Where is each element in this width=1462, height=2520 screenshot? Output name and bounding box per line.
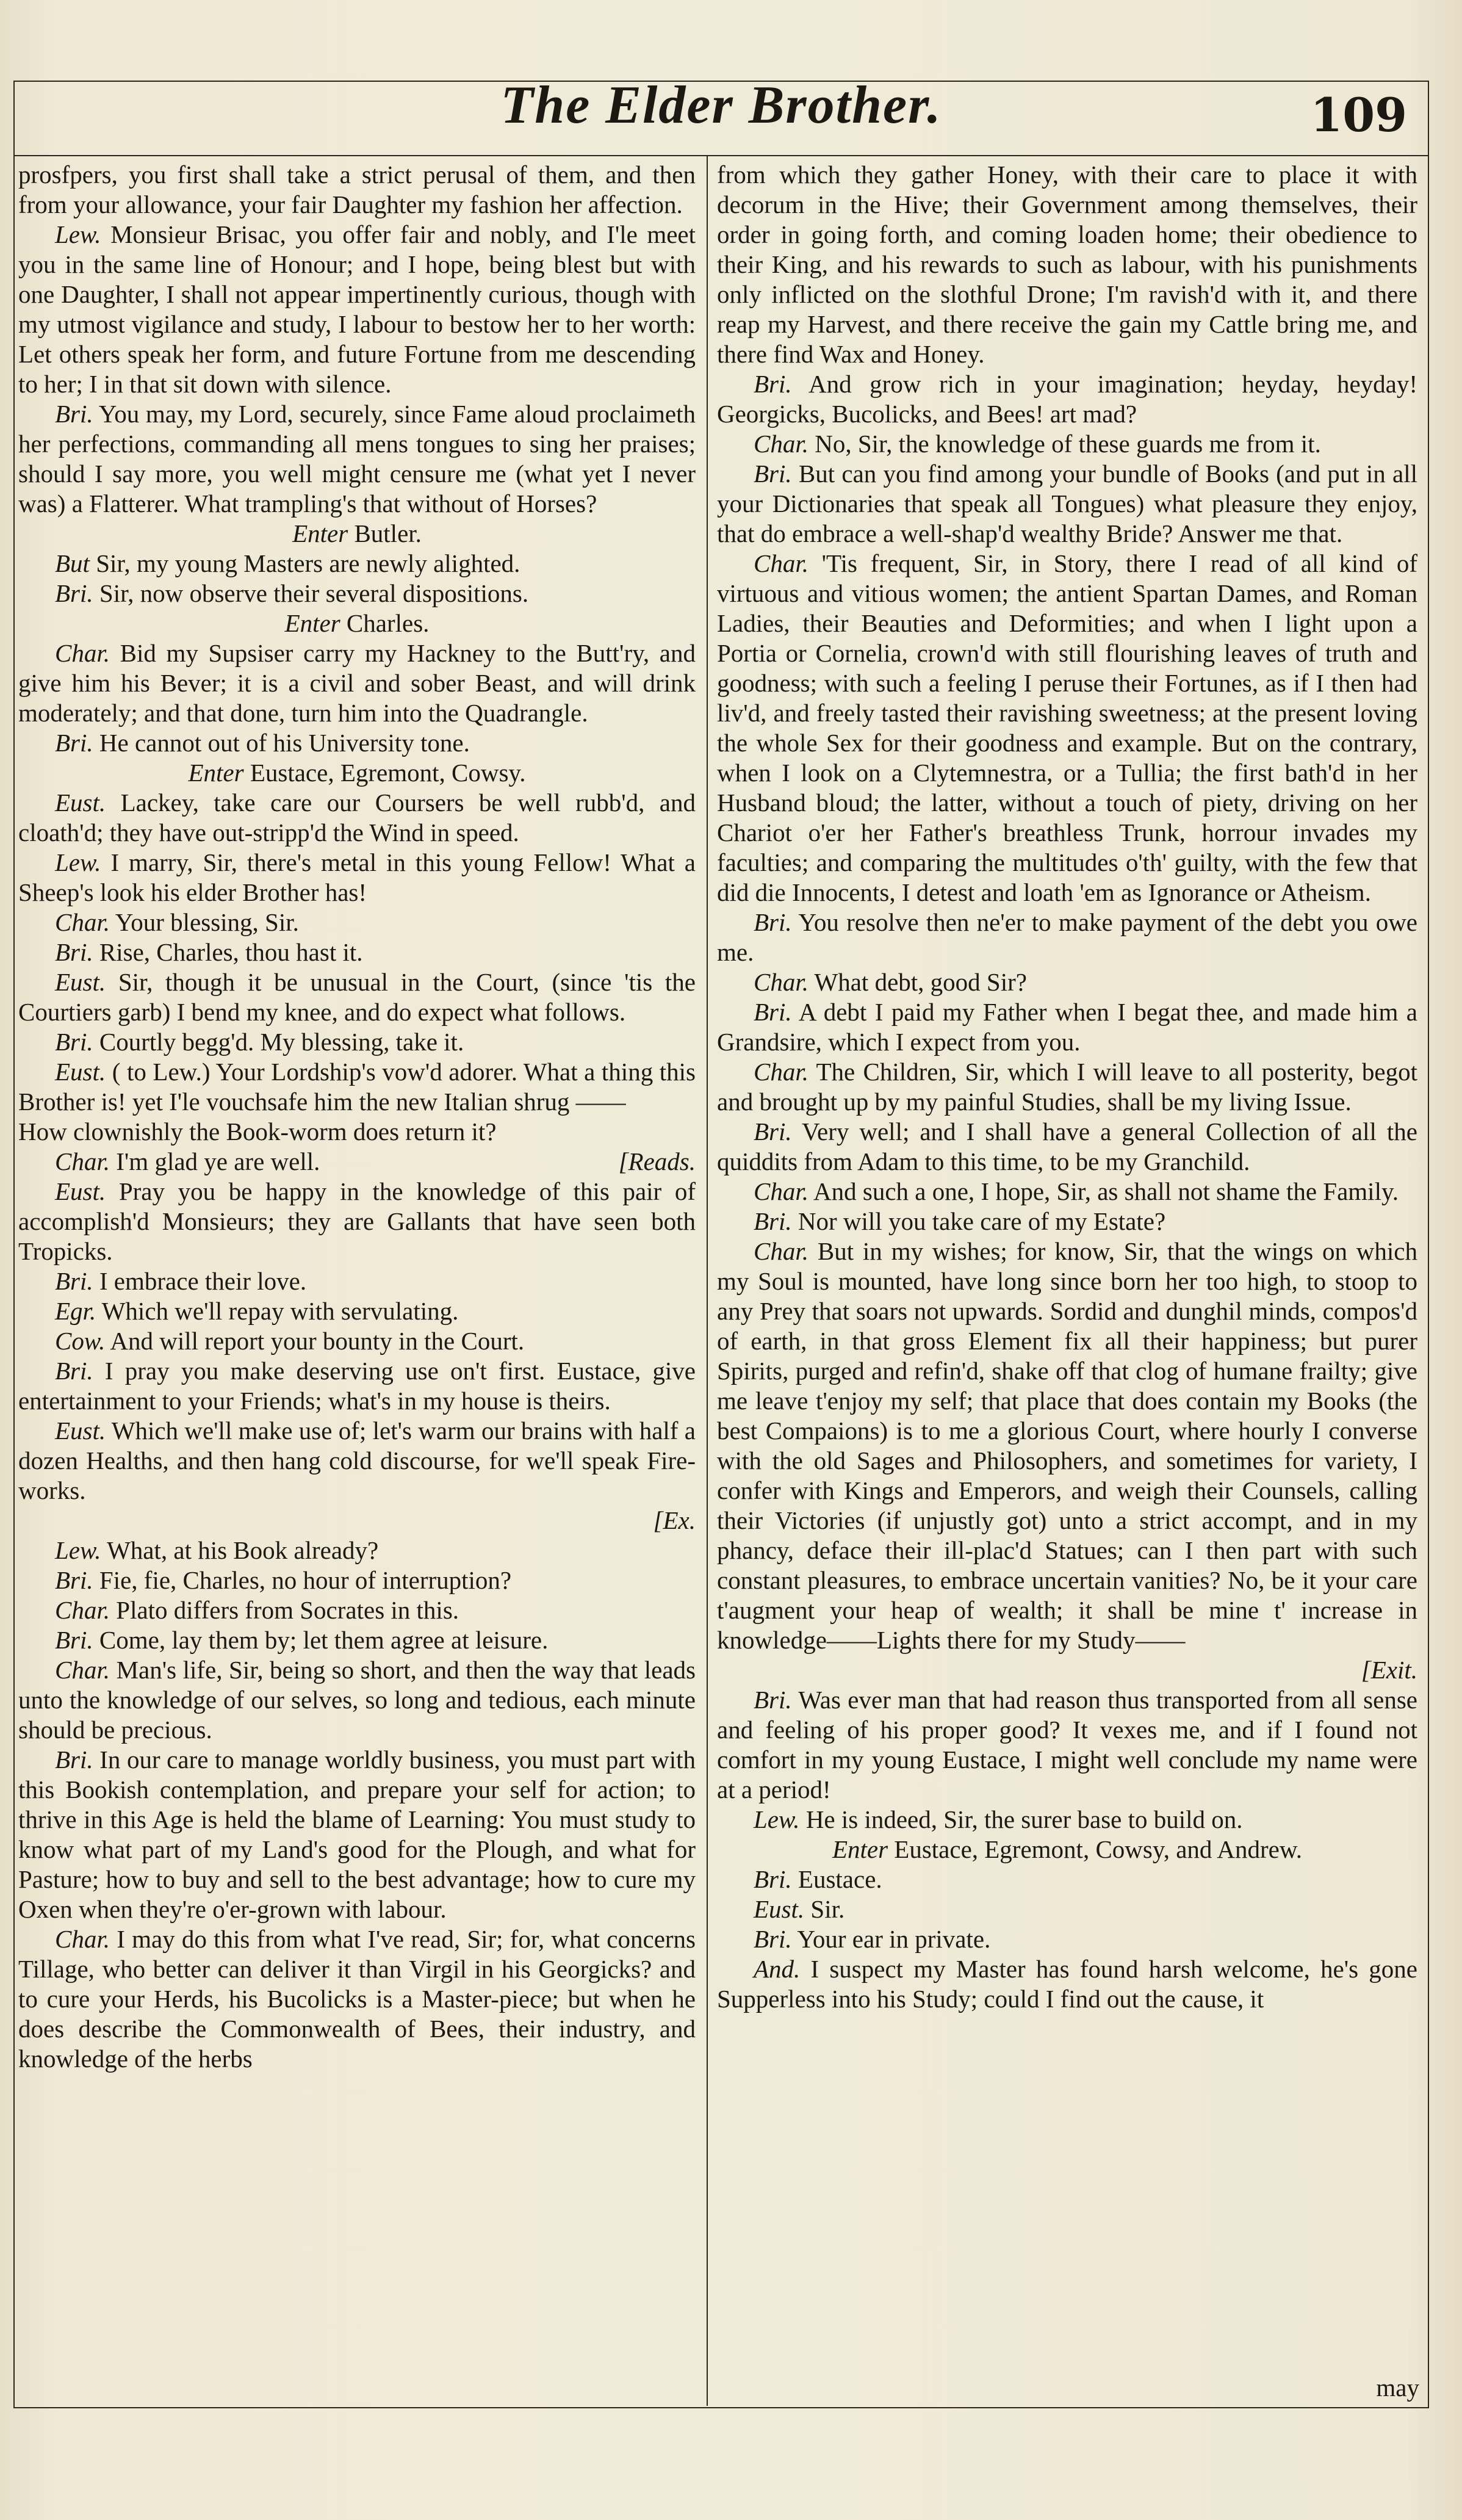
speech-text: I pray you make deserving use on't first. Eustace, give entertainment to your Friends; what's in my house is theirs. [18,1357,696,1415]
stage-direction-verb: Enter [292,519,348,547]
speech-text [18,1147,320,1177]
speaker-label: Bri. [754,460,792,488]
speech-text: Lackey, take care our Coursers be well rubb'd, and cloath'd; they have out-stripp'd the Wind in speed. [18,789,696,847]
speaker-label: Cow. [55,1327,106,1355]
speech [18,908,696,937]
speech [18,1326,696,1356]
speech-text: Come, lay them by; let them agree at leisure. [99,1626,549,1654]
speaker-label: Egr. [55,1297,96,1325]
speech-text: I marry, Sir, there's metal in this young Fellow! What a Sheep's look his elder Brother has! [18,848,696,906]
speech-text: Bid my Supsiser carry my Hackney to the Butt'ry, and give him his Bever; it is a civil and sober Beast, and will drink moderately; and that done, turn him into the Quadrangle. [18,639,696,727]
speech [717,1117,1417,1177]
speech-text: Eustace. [798,1865,882,1893]
speaker-label: Bri. [55,1028,93,1056]
stage-direction [18,758,696,788]
speech [717,1177,1417,1207]
speech-with-direction [18,1147,696,1177]
page-number: 109 [1310,88,1407,142]
speaker-label: Bri. [55,938,93,966]
speech-text: No, Sir, the knowledge of these guards me from it. [815,430,1321,458]
speaker-label: Bri. [55,1357,93,1385]
column-divider [707,156,708,2406]
speaker-label: Bri. [754,1865,792,1893]
stage-direction-verb: Enter [284,609,340,637]
speech-text: Plato differs from Socrates in this. [116,1596,459,1624]
speech-text: 'Tis frequent, Sir, in Story, there I read of all kind of virtuous and vitious women; the antient Spartan Dames, and Roman Ladies, their Beauties and Deformities; and when I light upon a Portia or Cornelia, crown'd with still flourishing leaves of truth and goodness; with such a feeling I peruse their Fortunes, as if I then had liv'd, and freely tasted their ravishing sweetness; at the present loving the whole Sex for their goodness and example. But on the contrary, when I look on a Clytemnestra, or a Tullia; the first bath'd in her Husband bloud; the latter, without a touch of piety, driving on her Chariot o'er her Father's breathless Trunk, horrour invades my faculties; and comparing the multitudes o'th' guilty, with the few that did die Innocents, I detest and loath 'em as Ignorance or Atheism. [717,549,1417,906]
speaker-label: And. [754,1955,801,1983]
speaker-label: Char. [55,1147,110,1175]
stage-direction-characters: Eustace, Egremont, Cowsy, and Andrew. [888,1835,1303,1863]
speaker-label: But [55,549,90,577]
speaker-label: Lew. [55,1536,101,1564]
speech-text: A debt I paid my Father when I begat thee, and made him a Grandsire, which I expect from you. [717,998,1417,1056]
speech [717,1865,1417,1894]
speaker-label: Eust. [55,1417,106,1445]
speech-text: The Children, Sir, which I will leave to all posterity, begot and brought up by my painful Studies, shall be my living Issue. [717,1058,1417,1116]
speaker-label: Eust. [55,968,106,996]
speaker-label: Char. [754,1177,809,1205]
speech-text: Sir. [810,1895,845,1923]
speech-text: Pray you be happy in the knowledge of this pair of accomplish'd Monsieurs; they are Gallants that have seen both Tropicks. [18,1177,696,1265]
speaker-label: Eust. [55,789,106,817]
header-rule [13,155,1428,156]
right-column [717,160,1417,2394]
exit-direction: [Reads. [618,1147,696,1175]
speech [18,1655,696,1745]
speech-text: Monsieur Brisac, you offer fair and nobly, and I'le meet you in the same line of Honour; and I hope, being blest but with one Daughter, I shall not appear impertinently curious, though with my utmost vigilance and study, I labour to bestow her to her worth: Let others speak her form, and future Fortune from me descending to her; I in that sit down with silence. [18,220,696,398]
speech-text: Sir, now observe their several dispositions. [99,579,529,607]
left-column [18,160,696,2394]
exit-direction: [Exit. [1361,1656,1417,1684]
speaker-label: Lew. [55,220,101,248]
speech-text: Nor will you take care of my Estate? [798,1207,1166,1235]
speaker-label: Bri. [754,1686,792,1714]
speaker-label: Bri. [55,579,93,607]
stage-direction-characters: Eustace, Egremont, Cowsy. [243,759,526,787]
speech-text: Sir, my young Masters are newly alighted. [96,549,520,577]
speech [717,369,1417,429]
speaker-label: Char. [754,1237,809,1265]
speech-text: What, at his Book already? [107,1536,379,1564]
speech-text: Your blessing, Sir. [115,908,299,936]
speech [717,1207,1417,1237]
speech [18,1924,696,2074]
speaker-label: Lew. [754,1805,800,1833]
speech [717,429,1417,459]
speech [18,1027,696,1057]
speech-text: And will report your bounty in the Court. [110,1327,525,1355]
speech-text: prosfpers, you first shall take a strict perusal of them, and then from your allowance, your fair Daughter my fashion her affection. [18,161,696,218]
speech-text: Man's life, Sir, being so short, and then the way that leads unto the knowledge of our selves, so long and tedious, each minute should be precious. [18,1656,696,1744]
speech-text: I suspect my Master has found harsh welcome, he's gone Supperless into his Study; could I find out the cause, it [717,1955,1417,2013]
speaker-label: Bri. [754,1117,792,1146]
speech [18,1595,696,1625]
speaker-label: Char. [754,1058,809,1086]
speaker-label: Char. [754,430,809,458]
stage-direction-characters: Charles. [340,609,430,637]
speaker-label: Bri. [55,1267,93,1295]
speech [18,160,696,220]
speaker-label: Bri. [55,1746,93,1774]
speech-text: But in my wishes; for know, Sir, that the wings on which my Soul is mounted, have long since born her too high, to stoop to any Prey that soars not upwards. Sordid and dunghil minds, compos'd of earth, in that gross Element fix all their happiness; but purer Spirits, purged and refin'd, shake off that clog of humane frailty; give me leave t'enjoy my self; that place that does contain my Books (the best Compaions) is to me a glorious Court, where hourly I converse with the old Sages and Philosophers, and sometimes for variety, I confer with Kings and Emperors, and weigh their Counsels, calling their Victories (if unjustly got) unto a strict accompt, and in my phancy, deface their ill-plac'd Statues; can I then part with such constant pleasures, to embrace uncertain vanities? No, be it your care t'augment your heap of wealth; it shall be mine t' increase in knowledge——Lights there for my Study—— [717,1237,1417,1654]
speech-text: Fie, fie, Charles, no hour of interruption? [99,1566,512,1594]
speaker-label: Bri. [55,1566,93,1594]
speech-text: Was ever man that had reason thus transported from all sense and feeling of his proper good? It vexes me, and if I found not comfort in my young Eustace, I might well conclude my name were at a period! [717,1686,1417,1803]
speech [717,1057,1417,1117]
speech [717,967,1417,997]
speaker-label: Bri. [754,1207,792,1235]
speech-text: Rise, Charles, thou hast it. [99,938,363,966]
speech-text: What debt, good Sir? [814,968,1027,996]
speaker-label: Bri. [55,400,93,428]
speaker-label: Bri. [754,370,792,398]
speech [18,967,696,1027]
speech [18,1625,696,1655]
speech-text: I embrace their love. [99,1267,307,1295]
speech [18,579,696,608]
speech [717,1924,1417,1954]
speech [18,399,696,519]
speech [18,1356,696,1416]
speech [717,1954,1417,2014]
speaker-label: Bri. [55,729,93,757]
speech [18,848,696,908]
speech [18,1266,696,1296]
text-line: from which they gather Honey, with their care to place it with decorum in the Hive; their Government among themselves, their order in going forth, and coming loaden home; their obedience to their King, and his rewards to such as labour, with his punishments only inflicted on the slothful Drone; I'm ravish'd with it, and there reap my Harvest, and there receive the gain my Cattle bring me, and there find Wax and Honey. [717,161,1417,368]
stage-direction-characters: Butler. [348,519,422,547]
speaker-label: Eust. [754,1895,805,1923]
speech [18,220,696,399]
text-line: How clownishly the Book-worm does return it? [18,1117,497,1146]
speech [18,1565,696,1595]
speaker-label: Lew. [55,848,101,876]
speech [717,997,1417,1057]
speaker-label: Char. [754,968,809,996]
speech-with-direction [18,1506,696,1536]
speech-text: Which we'll repay with servulating. [101,1297,459,1325]
speech-text: Very well; and I shall have a general Collection of all the quiddits from Adam to this time, to be my Granchild. [717,1117,1417,1175]
speech [18,638,696,728]
page-header [13,72,1429,155]
speech [18,549,696,579]
speech-text: And such a one, I hope, Sir, as shall not shame the Family. [813,1177,1399,1205]
speech-line: I'm glad ye are well. [110,1147,320,1175]
speaker-label: Bri. [754,998,792,1026]
speaker-label: Char. [754,549,809,577]
stage-direction [717,1835,1417,1865]
speech [717,549,1417,908]
speech [717,908,1417,967]
speech [18,1057,696,1117]
speaker-label: Char. [55,1656,110,1684]
exit-direction: [Ex. [653,1506,696,1534]
speech [717,1685,1417,1805]
speaker-label: Bri. [754,1925,792,1953]
speech [18,1745,696,1924]
catchword: may [1376,2374,1419,2402]
stage-direction [18,519,696,549]
speaker-label: Eust. [55,1058,106,1086]
speech [18,788,696,848]
speech-text: You resolve then ne'er to make payment of the debt you owe me. [717,908,1417,966]
speech [18,937,696,967]
speech-text: You may, my Lord, securely, since Fame aloud proclaimeth her perfections, commanding all mens tongues to sing her praises; should I say more, you well might censure me (what yet I never was) a Flatterer. What trampling's that without of Horses? [18,400,696,518]
speaker-label: Char. [55,1925,110,1953]
speech [18,1177,696,1266]
speech [18,1416,696,1506]
speech [18,1296,696,1326]
speech [18,1536,696,1565]
speech [18,728,696,758]
speaker-label: Char. [55,908,110,936]
speaker-label: Eust. [55,1177,106,1205]
stage-direction-verb: Enter [832,1835,888,1863]
speaker-label: Char. [55,639,110,667]
speech [717,1894,1417,1924]
speech-text: In our care to manage worldly business, you must part with this Bookish contemplation, and prepare your self for action; to thrive in this Age is held the blame of Learning: You must study to know what part of my Land's good for the Plough, and what for Pasture; how to buy and sell to the best advantage; how to cure my Oxen when they're o'er-grown with labour. [18,1746,696,1923]
speech-text: Which we'll make use of; let's warm our brains with half a dozen Healths, and then hang cold discourse, for we'll speak Fire-works. [18,1417,696,1504]
speech [717,1805,1417,1835]
speech [717,459,1417,549]
speech-with-direction [717,1655,1417,1685]
speech-text: And grow rich in your imagination; heyday, heyday! Georgicks, Bucolicks, and Bees! art mad? [717,370,1417,428]
speaker-label: Char. [55,1596,110,1624]
speech-text: He cannot out of his University tone. [99,729,470,757]
speech-text: ( to Lew.) Your Lordship's vow'd adorer. What a thing this Brother is! yet I'le vouchsafe him the new Italian shrug —— [18,1058,696,1116]
running-title: The Elder Brother. [500,76,942,135]
speech-text: Sir, though it be unusual in the Court, (since 'tis the Courtiers garb) I bend my knee, and do expect what follows. [18,968,696,1026]
speaker-label: Bri. [754,908,792,936]
speech-text: Your ear in private. [797,1925,991,1953]
stage-direction-verb: Enter [188,759,244,787]
speech [717,1237,1417,1655]
speaker-label: Bri. [55,1626,93,1654]
speech-text: But can you find among your bundle of Books (and put in all your Dictionaries that speak all Tongues) what pleasure they enjoy, that do embrace a well-shap'd wealthy Bride? Answer me that. [717,460,1417,547]
speech-text: He is indeed, Sir, the surer base to build on. [805,1805,1243,1833]
speech-text: I may do this from what I've read, Sir; for, what concerns Tillage, who better can deliver it than Virgil in his Georgicks? and to cure your Herds, his Bucolicks is a Master-piece; but when he does describe the Commonwealth of Bees, their industry, and knowledge of the herbs [18,1925,696,2073]
speech-text: Courtly begg'd. My blessing, take it. [99,1028,464,1056]
stage-direction [18,608,696,638]
